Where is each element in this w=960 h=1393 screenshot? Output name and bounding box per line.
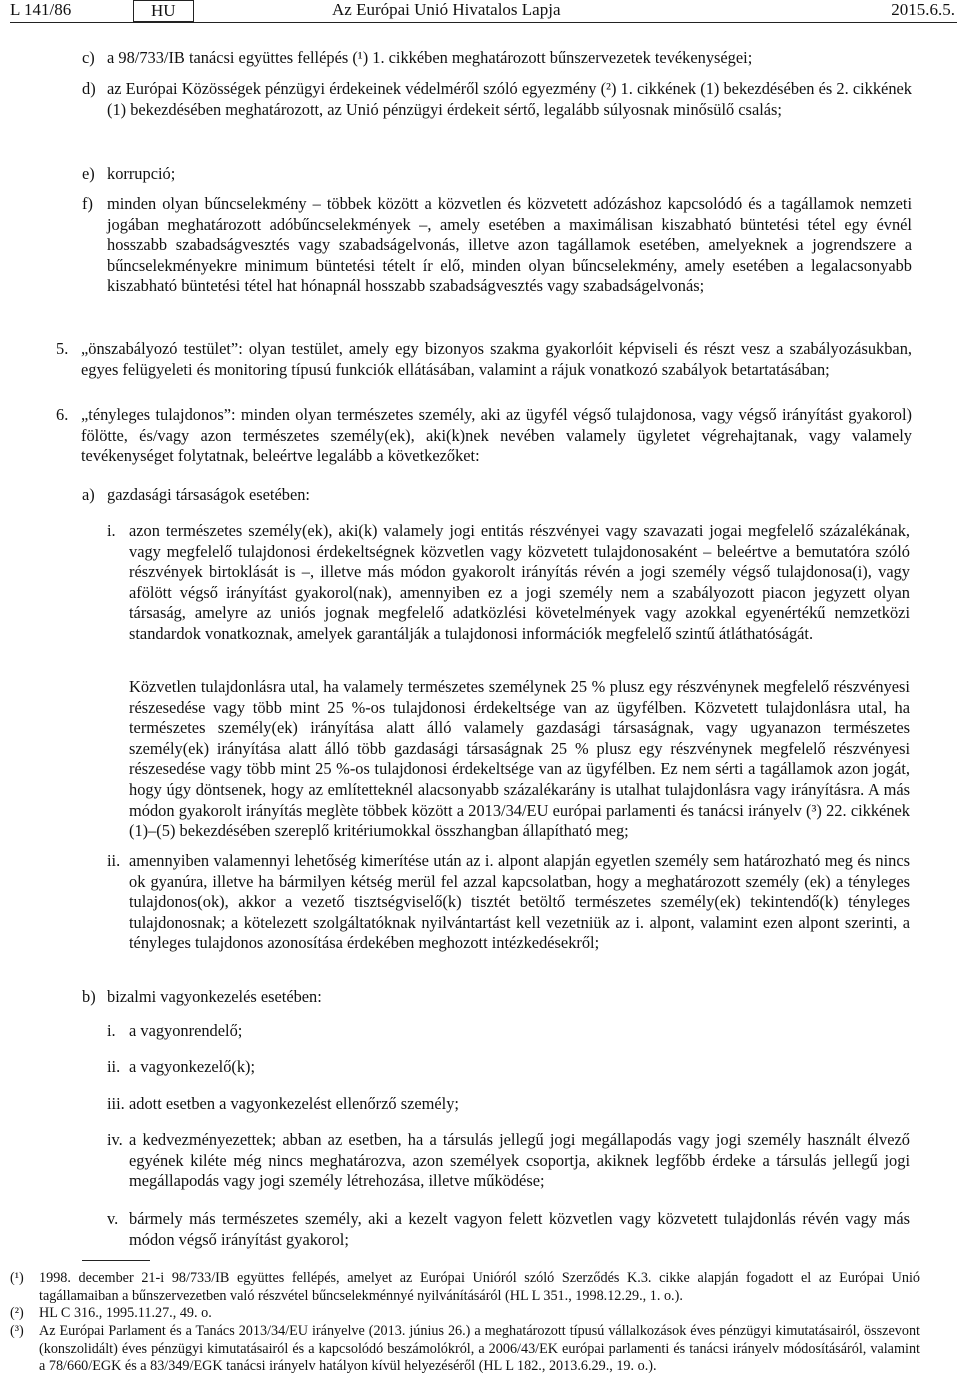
item-5-label: 5.: [56, 339, 69, 358]
item-b-ii-label: ii.: [107, 1057, 121, 1076]
item-b-i-text: a vagyonrendelő;: [129, 1021, 243, 1040]
item-a-text: gazdasági társaságok esetében:: [107, 485, 310, 504]
item-6: [56, 405, 912, 467]
item-a-i-label: i.: [107, 521, 116, 540]
item-6-text: „tényleges tulajdonos”: minden olyan természetes személy, aki az ügyfél végső tulajdonosa, vagy végső irányítást gyakorol) fölötte, és/vagy azon természetes személy(ek), aki(k)nek nevében valamely ügyletet végrehajtanak, vagy valamely tevékenységet folytatnak, beleértve legalább a következőket:: [81, 405, 912, 466]
item-d: [82, 79, 912, 120]
footnote-1-label: (¹): [10, 1270, 24, 1286]
item-5: [56, 339, 912, 380]
item-a-ii: [107, 851, 910, 954]
item-b-iv: [107, 1130, 910, 1192]
item-f-text: minden olyan bűncselekmény – többek között a közvetlen és közvetett adózáshoz kapcsolódó és a tagállamok nemzeti jogában meghatározott adóbűncselekmények –, amely esetében a maximálisan kiszabható büntetési tétel egy évnél hosszabb szabadságvesztés vagy szabadságelvonás, illetve azon tagállamok esetében, amelyeknek a jogrendszere a bűncselekményekre minimum büntetési tételt ír elő, minden olyan bűncselekmény, amely esetében a legalacsonyabb kiszabható büntetési tétel hat hónapnál hosszabb szabadságvesztés vagy szabadságelvonás;: [107, 194, 912, 296]
item-a: [82, 485, 912, 506]
footnote-3-text: Az Európai Parlament és a Tanács 2013/34/EU irányelve (2013. június 26.) a meghatározott típusú vállalkozások éves pénzügyi kimutatásairól, összevont (konszolidált) éves pénzügyi kimutatásairól és a kapcsolódó beszámolókról, a 2006/43/EK európai parlamenti és tanácsi irányelv módosításáról, valamint a 78/660/EGK és a 83/349/EGK tanácsi irányelv hatályon kívül helyezéséről (HL L 182., 2013.6.29., 19. o.).: [39, 1323, 920, 1374]
item-b-i-label: i.: [107, 1021, 116, 1040]
item-c: [82, 48, 912, 69]
item-a-ii-text: amennyiben valamennyi lehetőség kimerítése után az i. alpont alapján egyetlen személy sem határozható meg és nincs ok gyanúra, illetve ha bármilyen kétség merül fel azzal kapcsolatban, hogy a meghatározott személy (ek) a tényleges tulajdonos(ok), akkor a vezető tisztségviselő(k) tisztét betöltő természetes személy(ek) tekintendő(k) tényleges tulajdonosnak; a kötelezett szolgáltatóknak nyilvántartást kell vezetniük az i. alpont, valamint ezen alpont szerinti, a tényleges tulajdonos azonosítása érdekében meghozott intézkedésekről;: [129, 851, 910, 953]
item-b-ii: [107, 1057, 910, 1078]
item-b: [82, 987, 912, 1008]
page-number: L 141/86: [10, 0, 72, 19]
item-f: [82, 194, 912, 297]
item-6-label: 6.: [56, 405, 69, 424]
item-d-text: az Európai Közösségek pénzügyi érdekeinek védelméről szóló egyezmény (²) 1. cikkének (1) bekezdésében és 2. cikkének (1) bekezdésében meghatározott, az Unió pénzügyi érdekeit sértő, legalább súlyosnak minősülő csalás;: [107, 79, 912, 119]
item-b-iii: [107, 1094, 910, 1115]
item-b-iv-text: a kedvezményezettek; abban az esetben, ha a társulás jellegű jogi megállapodás vagy jogi személy használt élvező egyének kiléte még nincs meghatározva, azon személyek csoportja, akiknek legfőbb érdeke a társulás jellegű jogi megállapodás vagy jogi személy létrehozása, illetve működése;: [129, 1130, 910, 1191]
item-e: [82, 164, 912, 185]
item-b-v-label: v.: [107, 1209, 119, 1228]
item-b-iii-label: iii.: [107, 1094, 125, 1113]
item-e-label: e): [82, 164, 95, 183]
item-a-ii-label: ii.: [107, 851, 121, 870]
item-b-iii-text: adott esetben a vagyonkezelést ellenőrző személy;: [129, 1094, 459, 1113]
item-a-i-text: azon természetes személy(ek), aki(k) valamely jogi entitás részvényei vagy szavazati jogai megfelelő százalékának, vagy megfelelő tulajdonosi érdekeltségnek közvetlen vagy közvetett tulajdonosaként – beleértve a bemutatóra szóló részvények birtoklását is –, illetve más módon gyakorolt irányítás révén a jogi személy végső tulajdonosa(i), vagy afölött végső irányítást gyakorol(nak), amennyiben ez a jogi személy nem a szabályozott piacon jegyzett olyan társaság, amelyre az uniós jognak megfelelő adatközlési követelmények vagy azokkal egyenértékű nemzetközi standardok vonatkoznak, amelyek garantálják a tulajdonosi információk megfelelő szintű átláthatóságát.: [129, 521, 910, 643]
item-b-text: bizalmi vagyonkezelés esetében:: [107, 987, 322, 1006]
page-header: [10, 0, 955, 22]
item-e-text: korrupció;: [107, 164, 176, 183]
item-c-text: a 98/733/IB tanácsi együttes fellépés (¹) 1. cikkében meghatározott bűnszervezetek tevékenységei;: [107, 48, 753, 67]
item-5-text: „önszabályozó testület”: olyan testület, amely egy bizonyos szakma gyakorlóit képviseli és részt vesz a szabályozásukban, egyes felügyeleti és monitoring típusú funkciók ellátásában, valamint a rájuk vonatkozó szabályok betartatásában;: [81, 339, 912, 379]
footnote-1-text: 1998. december 21-i 98/733/IB együttes fellépés, amelyet az Európai Unióról szóló Szerződés K.3. cikke alapján fogadott el az Európai Unió tagállamaiban a bűnszervezetben való részvétel bűncselekménnyé nyilvánításáról (HL L 351., 1998.12.29., 1. o.).: [39, 1270, 920, 1304]
footnote-3-label: (³): [10, 1323, 24, 1339]
item-b-ii-text: a vagyonkezelő(k);: [129, 1057, 256, 1076]
item-b-i: [107, 1021, 910, 1042]
item-f-label: f): [82, 194, 93, 213]
item-b-label: b): [82, 987, 96, 1006]
header-rule: [10, 22, 957, 23]
item-a-label: a): [82, 485, 95, 504]
item-d-label: d): [82, 79, 96, 98]
language-badge: HU: [133, 0, 194, 22]
item-a-i: [107, 521, 910, 645]
item-b-v: [107, 1209, 910, 1250]
footnote-2-text: HL C 316., 1995.11.27., 49. o.: [39, 1305, 212, 1321]
item-c-label: c): [82, 48, 95, 67]
item-b-v-text: bármely más természetes személy, aki a kezelt vagyon felett közvetlen vagy közvetett tulajdonlás révén vagy más módon végső irányítást gyakorol;: [129, 1209, 910, 1249]
journal-title: Az Európai Unió Hivatalos Lapja: [332, 0, 561, 19]
footnote-rule: [82, 1260, 150, 1261]
item-a-i-continuation: Közvetlen tulajdonlásra utal, ha valamely természetes személynek 25 % plusz egy részvénynek megfelelő részvényesi részesedése vagy több mint 25 %-os tulajdonosi érdekeltsége van az ügyfélben. Közvetett tulajdonlásra utal, ha természetes személy(ek) irányítása alatt álló valamely gazdasági társaságnak, vagy ugyanazon természetes személy(ek) irányítása alatt álló több gazdasági társaságnak 25 % plusz egy részvénynek megfelelő részvényesi részesedése vagy több mint 25 %-os tulajdonosi érdekeltsége van az ügyfélben. Ez nem sérti a tagállamok azon jogát, hogy úgy döntsenek, hogy az említetteknél alacsonyabb százalékarány is utalhat tulajdonlásra vagy irányításra. A más módon gyakorolt irányítás meglète többek között a 2013/34/EU európai parlamenti és tanácsi irányelv (³) 22. cikkének (1)–(5) bekezdésében szereplő kritériumokkal összhangban állapítható meg;: [129, 677, 910, 841]
footnote-2-label: (²): [10, 1305, 24, 1321]
issue-date: 2015.6.5.: [891, 0, 955, 19]
item-b-iv-label: iv.: [107, 1130, 123, 1149]
